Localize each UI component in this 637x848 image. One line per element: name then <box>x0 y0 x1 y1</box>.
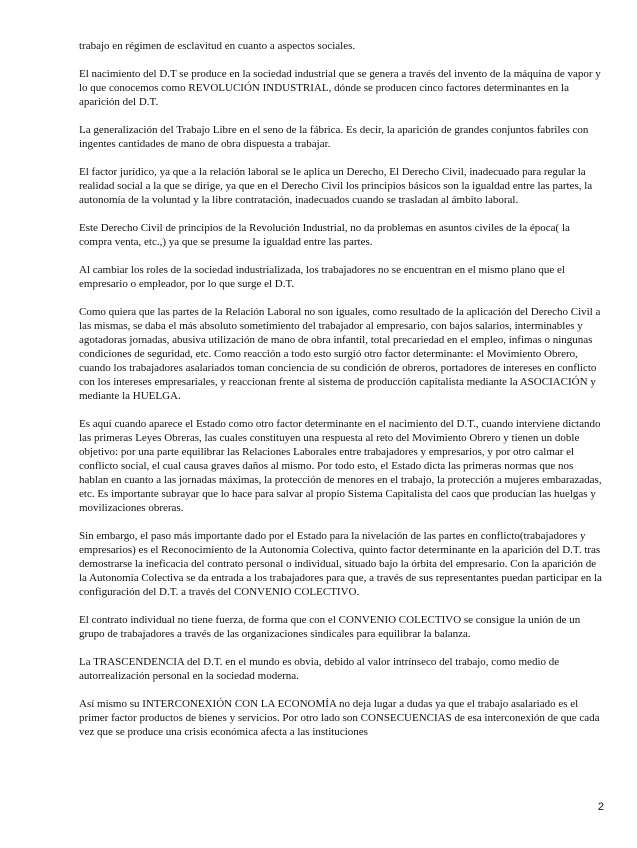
paragraph-9: Sin embargo, el paso más importante dado por el Estado para la nivelación de las partes en conflicto(trabajadores y empresarios) es el Reconocimiento de la Autonomía Colectiva, quinto factor determinante en la aparición del D.T. tras demostrarse la ineficacia del contrato personal o individual, situado bajo la órbita del empresario. Con la aparición de la Autonomía Colectiva se da entrada a los trabajadores para que, a través de sus representantes puedan participar en la configuración del D.T. a través del CONVENIO COLECTIVO. <box>79 530 602 598</box>
paragraph-6: Al cambiar los roles de la sociedad industrializada, los trabajadores no se encuentran en el mismo plano que el empresario o empleador, por lo que surge el D.T. <box>79 264 565 290</box>
paragraph-2: El nacimiento del D.T se produce en la sociedad industrial que se genera a través del invento de la máquina de vapor y lo que conocemos como REVOLUCIÓN INDUSTRIAL, dónde se producen cinco factores determinantes en la aparición del D.T. <box>79 68 601 108</box>
page-number: 2 <box>597 801 604 813</box>
document-body <box>79 39 603 753</box>
paragraph-12: Así mismo su INTERCONEXIÓN CON LA ECONOMÍA no deja lugar a dudas ya que el trabajo asalariado es el primer factor productos de bienes y servicios. Por otro lado son CONSECUENCIAS de esa interconexión de que cada vez que se produce una crisis económica afecta a las instituciones <box>79 698 600 738</box>
paragraph-3: La generalización del Trabajo Libre en el seno de la fábrica. Es decir, la aparición de grandes conjuntos fabriles con ingentes cantidades de mano de obra dispuesta a trabajar. <box>79 124 589 150</box>
paragraph-4: El factor jurídico, ya que a la relación laboral se le aplica un Derecho, El Derecho Civil, inadecuado para regular la realidad social a la que se dirige, ya que en el Derecho Civil los principios básicos son la igualdad entre las partes, la autonomía de la voluntad y la libre contratación, inadecuados cuando se trasladan al ámbito laboral. <box>79 166 593 206</box>
paragraph-10: El contrato individual no tiene fuerza, de forma que con el CONVENIO COLECTIVO se consigue la unión de un grupo de trabajadores a través de las organizaciones sindicales para equilibrar la balanza. <box>79 614 581 640</box>
paragraph-5: Este Derecho Civil de principios de la Revolución Industrial, no da problemas en asuntos civiles de la época( la compra venta, etc.,) ya que se presume la igualdad entre las partes. <box>79 222 570 248</box>
paragraph-1: trabajo en régimen de esclavitud en cuanto a aspectos sociales. <box>79 40 356 52</box>
paragraph-7: Como quiera que las partes de la Relación Laboral no son iguales, como resultado de la aplicación del Derecho Civil a las mismas, se daba el más absoluto sometimiento del trabajador al empresario, con bajos salarios, interminables y agotadoras jornadas, abusiva utilización de mano de obra infantil, total precariedad en el empleo, ínfimas o ningunas condiciones de seguridad, etc. Como reacción a todo esto surgió otro factor determinante: el Movimiento Obrero, cuando los trabajadores asalariados toman conciencia de su condición de obreros, portadores de intereses en conflicto con los intereses empresariales, y reaccionan frente al sistema de producción capitalista mediante la ASOCIACIÓN y mediante la HUELGA. <box>79 306 601 402</box>
paragraph-8: Es aquí cuando aparece el Estado como otro factor determinante en el nacimiento del D.T., cuando interviene dictando las primeras Leyes Obreras, las cuales constituyen una respuesta al reto del Movimiento Obrero y tienen un doble objetivo: por una parte equilibrar las Relaciones Laborales entre trabajadores y empresarios, y por otro calmar el conflicto social, el cual causa graves daños al mismo. Por todo esto, el Estado dicta las primeras normas que nos hablan en cuanto a las jornadas máximas, la protección de menores en el trabajo, la protección a mujeres embarazadas, etc. Es importante subrayar que lo hace para salvar al propio Sistema Capitalista del caos que producían las huelgas y movilizaciones obreras. <box>79 418 602 514</box>
paragraph-11: La TRASCENDENCIA del D.T. en el mundo es obvia, debido al valor intrínseco del trabajo, como medio de autorrealización personal en la sociedad moderna. <box>79 656 560 682</box>
